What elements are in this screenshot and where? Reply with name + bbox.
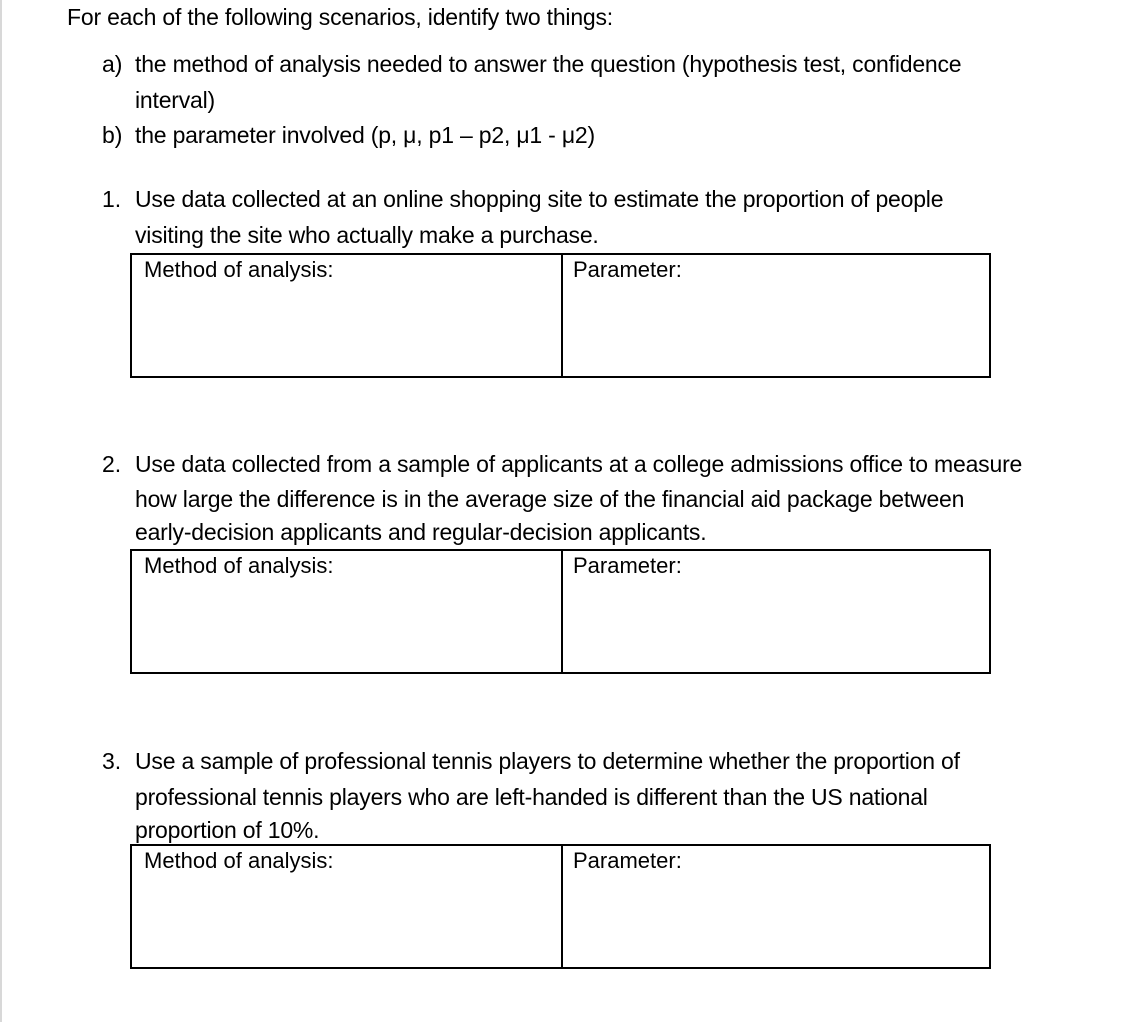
item-b-line-1: the parameter involved (p, μ, p1 – p2, μ1 - μ2) [135,122,595,148]
scenario-3-line-3: proportion of 10%. [135,817,320,843]
parameter-label: Parameter: [573,553,682,578]
scenario-3-line-2: professional tennis players who are left-handed is different than the US national [135,784,928,810]
scenario-2-line-2: how large the difference is in the average size of the financial aid package between [135,486,965,512]
method-of-analysis-label: Method of analysis: [144,257,334,282]
scenario-3-number: 3. [102,748,122,774]
method-of-analysis-label: Method of analysis: [144,848,334,873]
scenario-1-number: 1. [102,186,122,212]
scenario-2-number: 2. [102,451,122,477]
item-a-line-1: the method of analysis needed to answer the question (hypothesis test, confidence [135,51,962,77]
item-a-marker: a) [102,51,123,77]
scenario-1-line-1: Use data collected at an online shopping site to estimate the proportion of people [135,186,944,212]
item-b-marker: b) [102,122,123,148]
scenario-2-line-1: Use data collected from a sample of applicants at a college admissions office to measure [135,451,1023,477]
parameter-label: Parameter: [573,257,682,282]
scenario-1-line-2: visiting the site who actually make a purchase. [135,222,599,248]
parameter-label: Parameter: [573,848,682,873]
scenario-1-method-cell[interactable] [132,255,563,376]
page-left-border [0,0,2,1022]
item-a-line-2: interval) [135,87,216,113]
scenario-2-parameter-cell[interactable] [563,551,989,672]
scenario-2-line-3: early-decision applicants and regular-decision applicants. [135,519,707,545]
scenario-3-parameter-cell[interactable] [563,846,989,967]
scenario-3-method-cell[interactable] [132,846,563,967]
scenario-3-line-1: Use a sample of professional tennis players to determine whether the proportion of [135,748,960,774]
scenario-2-answer-table [130,549,991,674]
scenario-3-answer-table [130,844,991,969]
intro-text: For each of the following scenarios, identify two things: [67,4,614,30]
scenario-2-method-cell[interactable] [132,551,563,672]
scenario-1-parameter-cell[interactable] [563,255,989,376]
scenario-1-answer-table [130,253,991,378]
method-of-analysis-label: Method of analysis: [144,553,334,578]
